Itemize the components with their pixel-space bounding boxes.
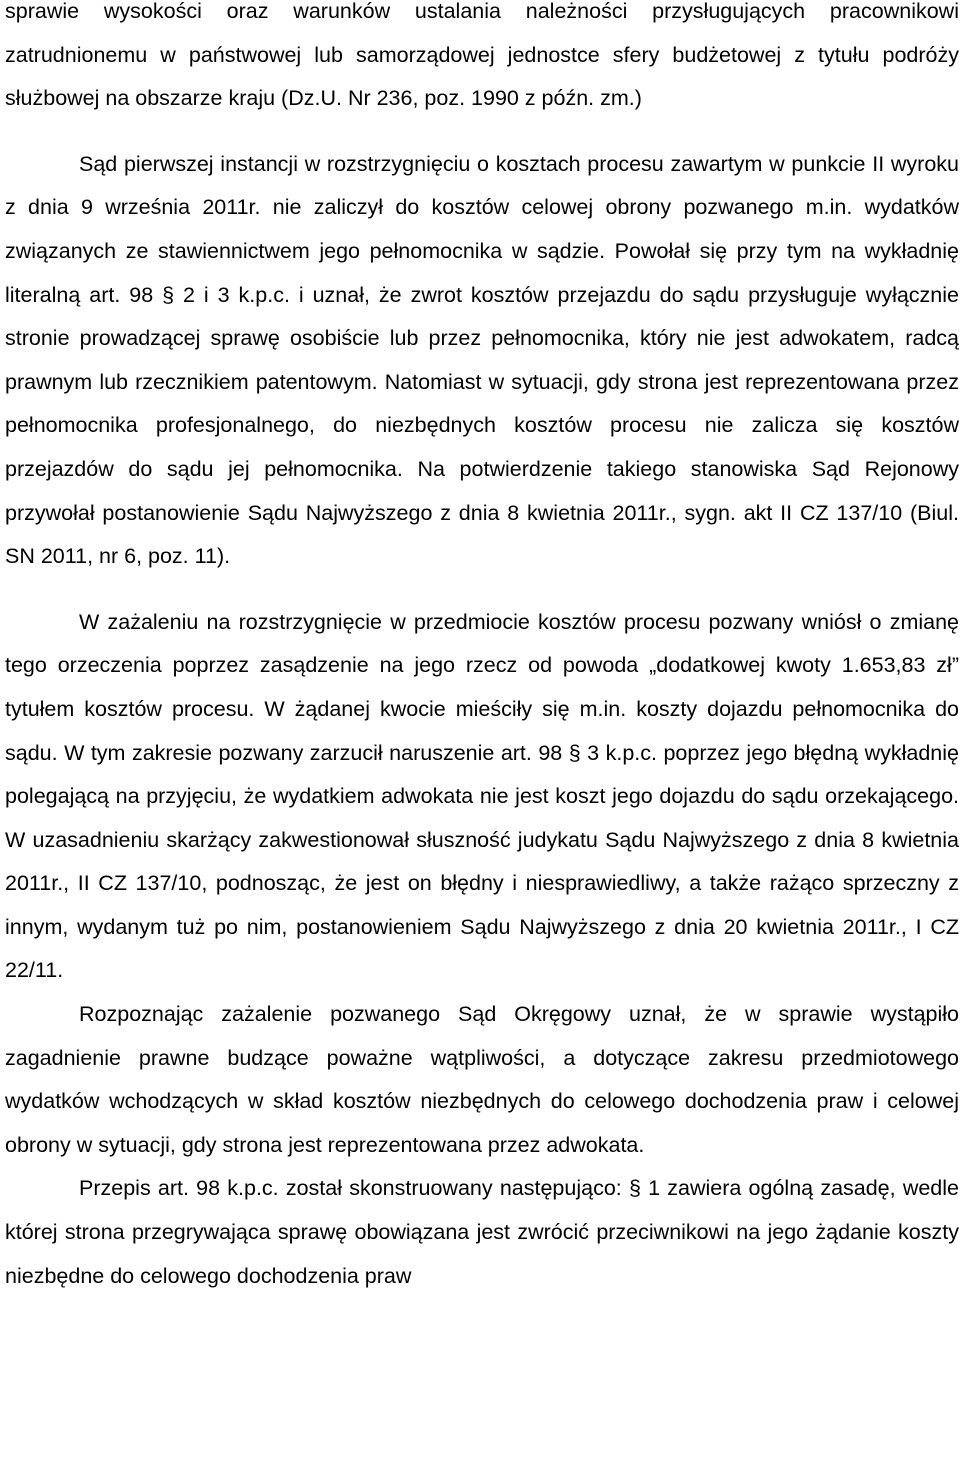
paragraph-1: sprawie wysokości oraz warunków ustalania należności przysługujących pracownikowi zatrudnionemu w państwowej lub samorządowej jednostce sfery budżetowej z tytułu podróży służbowej na obszarze kraju (Dz.U. Nr 236, poz. 1990 z późn. zm.) xyxy=(5,0,959,111)
paragraph-3: W zażaleniu na rozstrzygnięcie w przedmiocie kosztów procesu pozwany wniósł o zmianę tego orzeczenia poprzez zasądzenie na jego rzecz od powoda „dodatkowej kwoty 1.653,83 zł” tytułem kosztów procesu. W żądanej kwocie mieściły się m.in. koszty dojazdu pełnomocnika do sądu. W tym zakresie pozwany zarzucił naruszenie art. 98 § 3 k.p.c. poprzez jego błędną wykładnię polegającą na przyjęciu, że wydatkiem adwokata nie jest koszt jego dojazdu do sądu orzekającego. W uzasadnieniu skarżący zakwestionował słuszność judykatu Sądu Najwyższego z dnia 8 kwietnia 2011r., II CZ 137/10, podnosząc, że jest on błędny i niesprawiedliwy, a także rażąco sprzeczny z innym, wydanym tuż po nim, postanowieniem Sądu Najwyższego z dnia 20 kwietnia 2011r., I CZ 22/11. xyxy=(5,609,959,983)
paragraph-spacer xyxy=(5,579,959,601)
document-page xyxy=(5,0,959,1298)
paragraph-4: Rozpoznając zażalenie pozwanego Sąd Okręgowy uznał, że w sprawie wystąpiło zagadnienie prawne budzące poważne wątpliwości, a dotyczące zakresu przedmiotowego wydatków wchodzących w skład kosztów niezbędnych do celowego dochodzenia praw i celowej obrony w sytuacji, gdy strona jest reprezentowana przez adwokata. xyxy=(5,1002,959,1157)
paragraph-spacer xyxy=(5,121,959,143)
paragraph-5: Przepis art. 98 k.p.c. został skonstruowany następująco: § 1 zawiera ogólną zasadę, wedle której strona przegrywająca sprawę obowiązana jest zwrócić przeciwnikowi na jego żądanie koszty niezbędne do celowego dochodzenia praw xyxy=(5,1176,959,1288)
paragraph-2: Sąd pierwszej instancji w rozstrzygnięciu o kosztach procesu zawartym w punkcie II wyroku z dnia 9 września 2011r. nie zaliczył do kosztów celowej obrony pozwanego m.in. wydatków związanych ze stawiennictwem jego pełnomocnika w sądzie. Powołał się przy tym na wykładnię literalną art. 98 § 2 i 3 k.p.c. i uznał, że zwrot kosztów przejazdu do sądu przysługuje wyłącznie stronie prowadzącej sprawę osobiście lub przez pełnomocnika, który nie jest adwokatem, radcą prawnym lub rzecznikiem patentowym. Natomiast w sytuacji, gdy strona jest reprezentowana przez pełnomocnika profesjonalnego, do niezbędnych kosztów procesu nie zalicza się kosztów przejazdów do sądu jej pełnomocnika. Na potwierdzenie takiego stanowiska Sąd Rejonowy przywołał postanowienie Sądu Najwyższego z dnia 8 kwietnia 2011r., sygn. akt II CZ 137/10 (Biul. SN 2011, nr 6, poz. 11). xyxy=(5,151,959,569)
